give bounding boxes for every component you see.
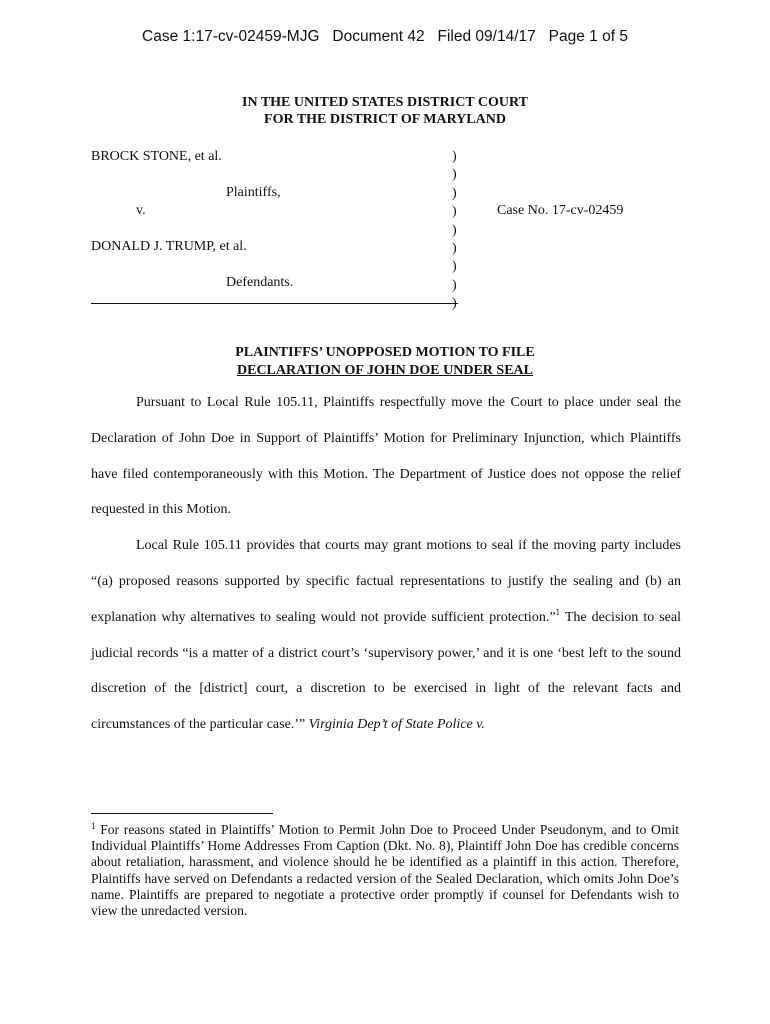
paren: )	[452, 241, 457, 257]
defendant-role: Defendants.	[226, 275, 294, 290]
paren: )	[452, 167, 457, 183]
footnote-divider	[91, 813, 273, 814]
plaintiff-role: Plaintiffs,	[226, 185, 281, 200]
paren: )	[452, 149, 457, 164]
paren: )	[452, 185, 457, 201]
paren: )	[452, 259, 457, 275]
paragraph: Pursuant to Local Rule 105.11, Plaintiffs respectfully move the Court to place under seal the Declaration of John Doe in Support of Plaintiffs’ Motion for Preliminary Injunction, which Plaintiffs have filed contemporaneously with this Motion. The Department of Justice does not oppose the relief requested in this Motion.	[91, 395, 681, 518]
case-number: Case No. 17-cv-02459	[497, 203, 624, 218]
footnote	[91, 822, 679, 919]
versus: v.	[136, 203, 146, 218]
motion-title-line1: PLAINTIFFS’ UNOPPOSED MOTION TO FILE	[235, 345, 535, 360]
motion-title-line2: DECLARATION OF JOHN DOE UNDER SEAL	[237, 363, 533, 378]
paren: )	[452, 296, 457, 312]
court-district: FOR THE DISTRICT OF MARYLAND	[264, 112, 506, 127]
paren: )	[452, 277, 457, 293]
paren: )	[452, 204, 457, 220]
footnote-ref: 1	[555, 606, 561, 617]
plaintiff-name: BROCK STONE, et al.	[91, 149, 222, 164]
ecf-header-stamp: Case 1:17-cv-02459-MJG Document 42 Filed 09/14/17 Page 1 of 5	[142, 28, 628, 45]
paragraph	[91, 528, 681, 743]
paren: )	[452, 222, 457, 238]
footnote-number: 1	[91, 821, 96, 831]
motion-body	[91, 385, 681, 743]
paragraph-text: Local Rule 105.11 provides that courts may grant motions to seal if the moving party includes “(a) proposed reasons supported by specific factual representations to justify the sealing and (b) an explanation why alternatives to sealing would not provide sufficient protection.”	[91, 538, 681, 625]
case-citation: Virginia Dep’t of State Police v.	[308, 717, 485, 733]
caption-parens	[452, 148, 462, 314]
caption-rule	[91, 303, 458, 304]
motion-title	[0, 344, 770, 380]
defendant-name: DONALD J. TRUMP, et al.	[91, 239, 247, 254]
court-heading	[0, 94, 770, 128]
court-name: IN THE UNITED STATES DISTRICT COURT	[242, 95, 528, 110]
footnote-text: For reasons stated in Plaintiffs’ Motion to Permit John Doe to Proceed Under Pseudonym, and to Omit Individual Plaintiffs’ Home Addresses From Caption (Dkt. No. 8), Plaintiff John Doe has credible concerns about retaliation, harassment, and violence should he be identified as a plaintiff in this action. Therefore, Plaintiffs have served on Defendants a redacted version of the Sealed Declaration, which omits John Doe’s name. Plaintiffs are prepared to negotiate a protective order promptly if counsel for Defendants wish to view the unredacted version.	[91, 822, 679, 919]
paragraph-text: The decision to seal judicial records “is a matter of a district court’s ‘supervisory power,’ and it is one ‘best left to the sound discretion of the [district] court, a discretion to be exercised in light of the relevant facts and circumstances of the particular case.’”	[91, 609, 682, 733]
